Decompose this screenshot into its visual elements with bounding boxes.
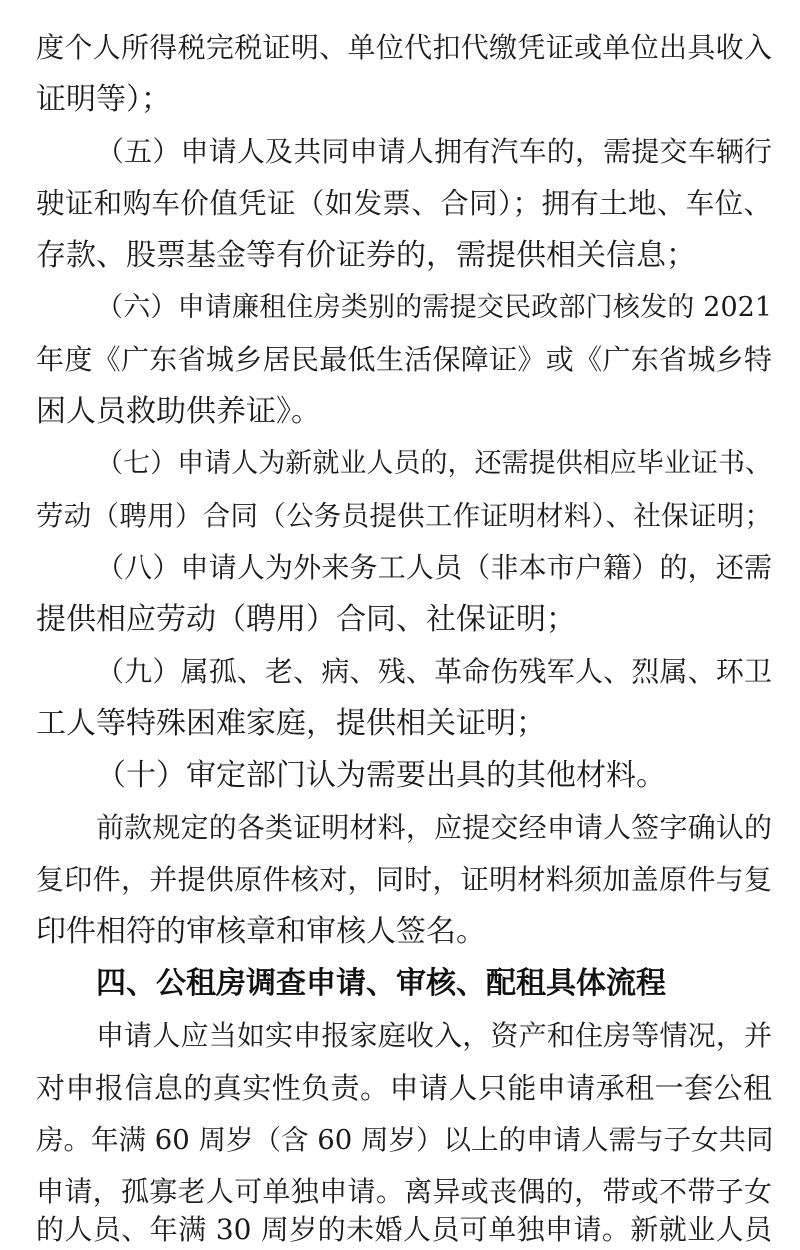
text-line: （五）申请人及共同申请人拥有汽车的，需提交车辆行 — [96, 135, 772, 168]
text-line: （七）申请人为新就业人员的，还需提供相应毕业证书、 — [96, 448, 772, 479]
text-line: 证明等）； — [36, 82, 171, 117]
text-line: 的人员、年满 30 周岁的未婚人员可单独申请。新就业人员 — [36, 1213, 772, 1246]
text-line: 驶证和购车价值凭证（如发票、合同）；拥有土地、车位、 — [36, 187, 772, 220]
text-line: 对申报信息的真实性负责。申请人只能申请承租一套公租 — [36, 1071, 772, 1105]
section-heading: 四、公租房调查申请、审核、配租具体流程 — [96, 966, 666, 1001]
text-line: （十）审定部门认为需要出具的其他材料。 — [96, 758, 666, 793]
text-line: 提供相应劳动（聘用）合同、社保证明； — [36, 602, 576, 637]
text-line: 劳动（聘用）合同（公务员提供工作证明材料）、社保证明； — [36, 500, 772, 532]
text-line: 度个人所得税完税证明、单位代扣代缴凭证或单位出具收入 — [36, 31, 772, 64]
text-line: 年度《广东省城乡居民最低生活保障证》或《广东省城乡特 — [36, 343, 772, 376]
text-line: 困人员救助供养证》。 — [36, 394, 321, 429]
text-line: 存款、股票基金等有价证券的，需提供相关信息； — [36, 238, 696, 273]
text-line: 房。年满 60 周岁（含 60 周岁）以上的申请人需与子女共同 — [36, 1124, 774, 1156]
text-line: 申请，孤寡老人可单独申请。离异或丧偶的，带或不带子女 — [36, 1175, 772, 1208]
text-line: 印件相符的审核章和审核人签名。 — [36, 914, 486, 949]
text-line: 工人等特殊困难家庭，提供相关证明； — [36, 706, 546, 741]
text-line: 前款规定的各类证明材料，应提交经申请人签字确认的 — [96, 811, 772, 844]
text-line: （九）属孤、老、病、残、革命伤残军人、烈属、环卫 — [96, 655, 772, 688]
text-line: （八）申请人为外来务工人员（非本市户籍）的，还需 — [96, 551, 772, 584]
text-line: 申请人应当如实申报家庭收入，资产和住房等情况，并 — [96, 1019, 772, 1052]
text-line: 复印件，并提供原件核对，同时，证明材料须加盖原件与复 — [36, 863, 772, 896]
text-line: （六）申请廉租住房类别的需提交民政部门核发的 2021 — [96, 292, 772, 323]
